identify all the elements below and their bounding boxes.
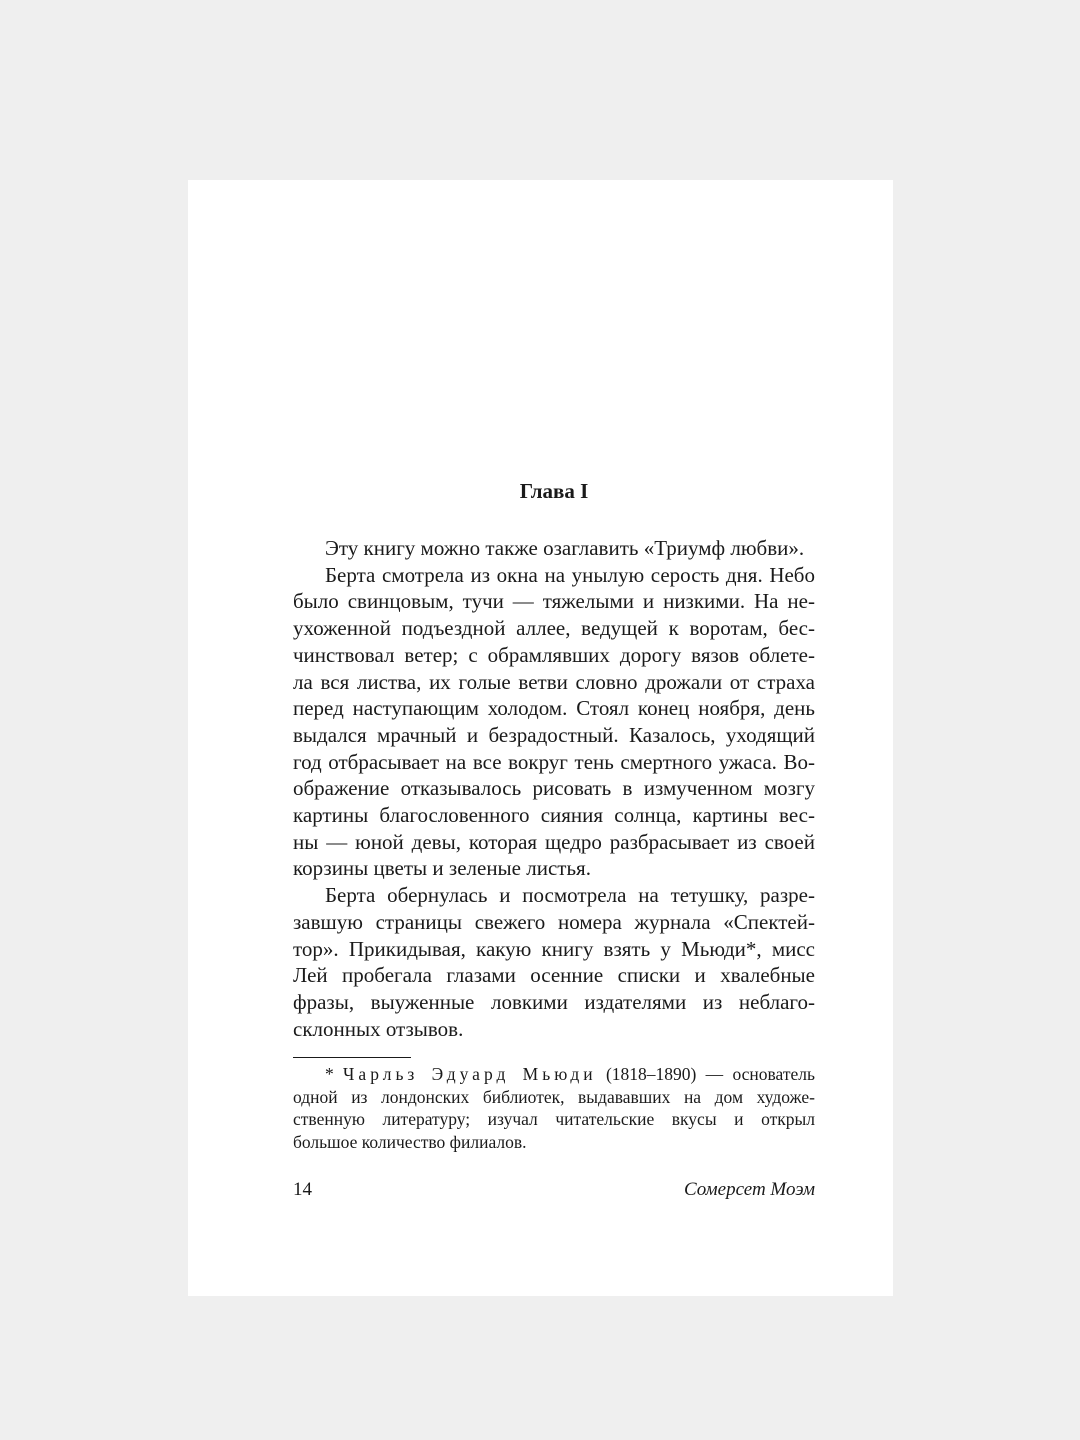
text-line: фразы, выуженные ловкими издателями из неблаго- (293, 989, 815, 1014)
text-line: год отбрасывает на все вокруг тень смертного ужаса. Во- (293, 749, 815, 774)
text-line: ображение отказывалось рисовать в измученном мозгу (293, 776, 815, 801)
text-line: корзины цветы и зеленые листья. (293, 856, 591, 881)
footnote-person-name: Чарльз Эдуард Мьюди (343, 1064, 597, 1084)
text-line: перед наступающим холодом. Стоял конец ноября, день (293, 696, 815, 721)
text-line: картины благословенного сияния солнца, картины вес- (293, 803, 815, 828)
footnote-line (293, 1063, 815, 1086)
running-head-author: Сомерсет Моэм (683, 1179, 815, 1200)
text-line: тор». Прикидывая, какую книгу взять у Мьюди*, мисс (293, 936, 815, 961)
footnote (293, 1063, 815, 1153)
text-line: чинствовал ветер; с обрамлявших дорогу вязов облете- (293, 642, 815, 667)
footnote-first-line-rest: (1818–1890) — основатель (605, 1064, 815, 1084)
footnote-marker: * (325, 1064, 334, 1084)
book-page (188, 180, 893, 1296)
text-line: выдался мрачный и безрадостный. Казалось, уходящий (293, 722, 815, 747)
text-line: Лей пробегала глазами осенние списки и хвалебные (293, 963, 815, 988)
chapter-title: Глава I (519, 479, 589, 503)
paragraph (293, 535, 815, 562)
paragraph (293, 562, 815, 882)
footnote-divider (293, 1057, 411, 1058)
text-line: ла вся листва, их голые ветви словно дрожали от страха (293, 669, 815, 694)
text-line: было свинцовым, тучи — тяжелыми и низкими. На не- (293, 589, 815, 614)
page-number: 14 (293, 1179, 312, 1200)
footnote-line: ственную литературу; изучал читательские вкусы и открыл (293, 1109, 815, 1130)
text-line: завшую страницы свежего номера журнала «Спектей- (293, 909, 815, 934)
text-line: склонных отзывов. (293, 1016, 464, 1041)
paragraph (293, 882, 815, 1042)
text-line: Эту книгу можно также озаглавить «Триумф любви». (325, 536, 805, 560)
footnote-line: одной из лондонских библиотек, выдававших на дом художе- (293, 1086, 815, 1107)
footnote-line: большое количество филиалов. (293, 1131, 527, 1152)
text-line: Берта смотрела из окна на унылую серость дня. Небо (325, 562, 815, 587)
text-line: ны — юной девы, которая щедро разбрасывает из своей (293, 829, 815, 854)
text-line: ухоженной подъездной аллее, ведущей к воротам, бес- (293, 616, 815, 641)
body-text (293, 535, 815, 1042)
text-line: Берта обернулась и посмотрела на тетушку, разре- (325, 883, 815, 908)
